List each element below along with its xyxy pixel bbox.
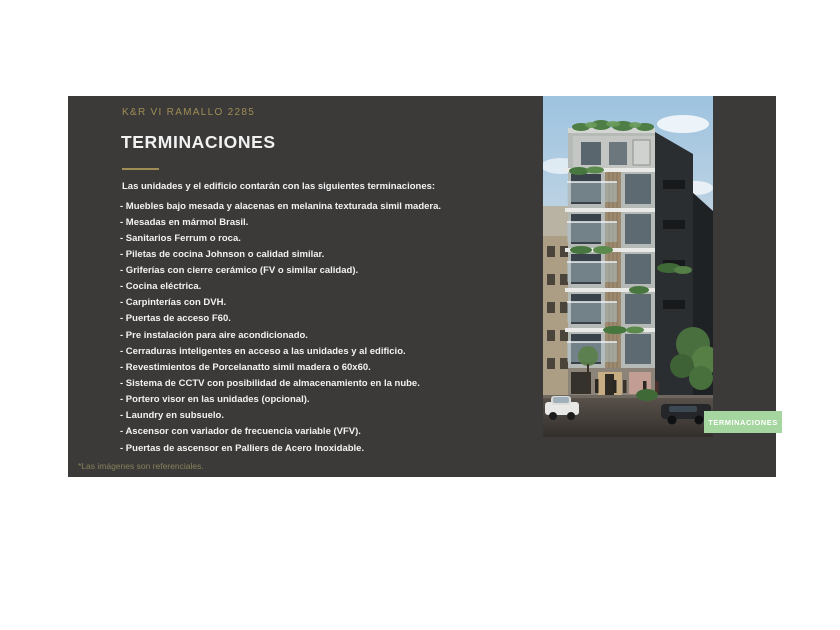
terminaciones-list-item: - Carpinterías con DVH. <box>120 297 227 309</box>
image-tag-badge <box>704 411 782 433</box>
terminaciones-list-item: - Sanitarios Ferrum o roca. <box>120 232 241 244</box>
terminaciones-list-item: - Ascensor con variador de frecuencia variable (VFV). <box>120 426 361 438</box>
terminaciones-list-item: - Sistema de CCTV con posibilidad de almacenamiento en la nube. <box>120 378 420 390</box>
terminaciones-list-item: - Cocina eléctrica. <box>120 281 202 293</box>
terminaciones-list-item: - Muebles bajo mesada y alacenas en melanina texturada simil madera. <box>120 200 442 212</box>
terminaciones-list-item: - Puertas de ascensor en Palliers de Acero Inoxidable. <box>120 442 365 454</box>
terminaciones-list-item: - Mesadas en mármol Brasil. <box>120 216 249 228</box>
terminaciones-list-item: - Piletas de cocina Johnson o calidad similar. <box>120 248 325 260</box>
slide-title: TERMINACIONES <box>121 132 276 152</box>
terminaciones-list-item: - Puertas de acceso F60. <box>120 313 231 325</box>
terminaciones-list-item: - Pre instalación para aire acondicionado. <box>120 329 308 341</box>
title-underline <box>122 168 159 170</box>
building-rendering-image <box>543 96 713 437</box>
disclaimer-footnote: *Las imágenes son referenciales. <box>78 461 204 471</box>
terminaciones-list-item: - Portero visor en las unidades (opcional). <box>120 394 310 406</box>
terminaciones-list-item: - Cerraduras inteligentes en acceso a las unidades y al edificio. <box>120 345 406 357</box>
terminaciones-list-item: - Laundry en subsuelo. <box>120 410 224 422</box>
terminaciones-list-item: - Revestimientos de Porcelanatto simil madera o 60x60. <box>120 361 371 373</box>
terminaciones-list <box>120 201 540 459</box>
terminaciones-list-item: - Griferías con cierre cerámico (FV o similar calidad). <box>120 265 359 277</box>
intro-text: Las unidades y el edificio contarán con las siguientes terminaciones: <box>122 181 436 192</box>
project-name: K&R VI RAMALLO 2285 <box>122 107 256 118</box>
image-tag-label: TERMINACIONES <box>708 417 778 427</box>
